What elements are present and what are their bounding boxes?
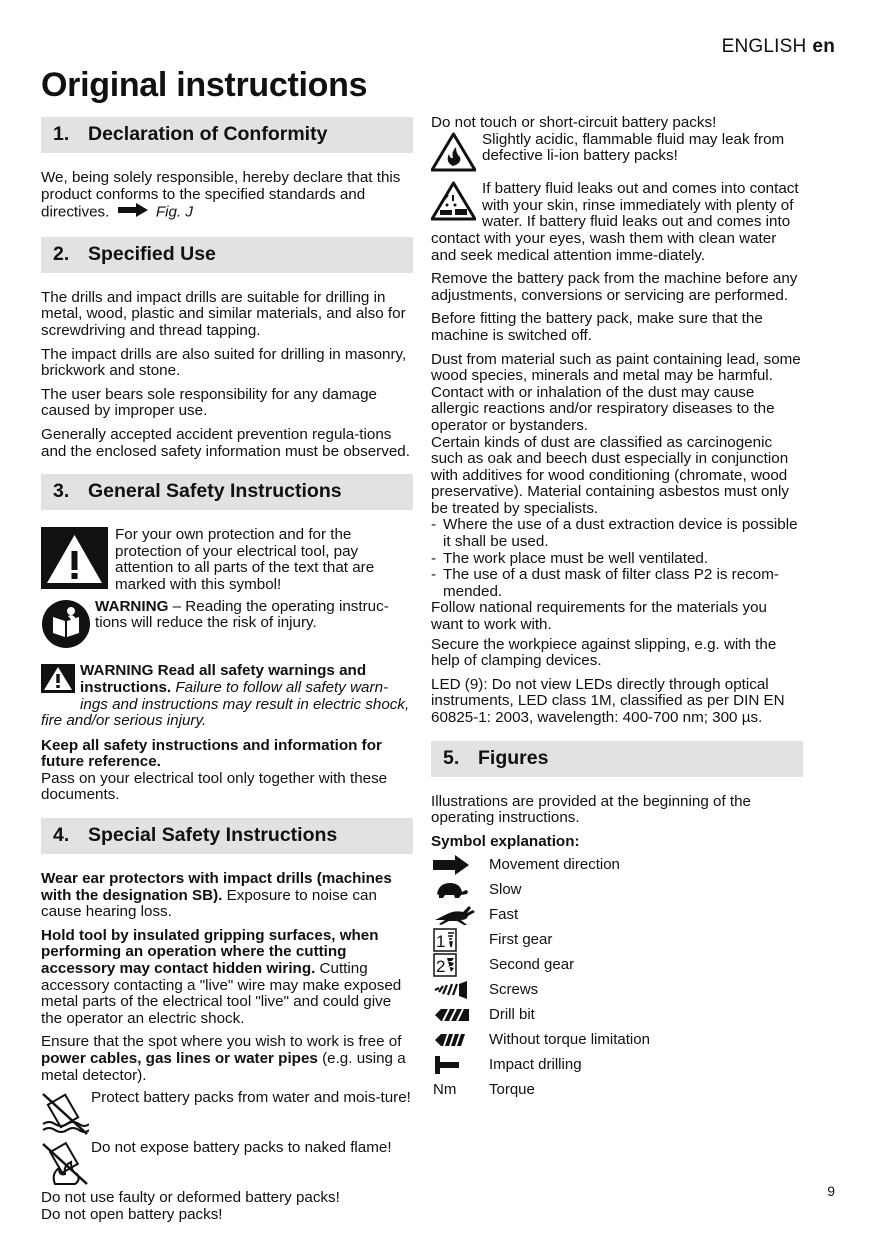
symbol-row [431, 877, 803, 902]
secure-workpiece: Secure the workpiece against slipping, e.g. with the help of clamping devices. [431, 635, 777, 670]
section-heading-specified-use [41, 237, 413, 273]
section-heading-special-safety [41, 818, 413, 854]
symbol-row [431, 977, 803, 1002]
second-gear-icon [431, 953, 489, 977]
use-paragraph: The impact drills are also suited for drilling in masonry, brickwork and stone. [41, 345, 407, 380]
warning-reading-body: – Reading the operating instruc-tions will reduce the risk of injury. [95, 597, 389, 632]
dust-carcinogenic: Certain kinds of dust are classified as carcinogenic such as oak and beech dust especially in conjunction with additives for wood conditioning (chromate, wood preservative). Material containing asbestos must only be treated by specialists. [431, 433, 789, 517]
symbol-explanation-heading: Symbol explanation: [431, 832, 580, 850]
symbol-list [431, 852, 803, 1102]
language-code: en [812, 36, 835, 57]
symbol-label: Drill bit [489, 1005, 535, 1023]
corrosive-icon [431, 181, 476, 226]
ensure-bold: power cables, gas lines or water pipes [41, 1050, 318, 1067]
section-number: 5. [443, 746, 460, 769]
no-flame-icon [41, 1140, 89, 1191]
first-gear-icon [431, 928, 489, 952]
left-column [41, 117, 413, 1223]
symbol-row [431, 1027, 803, 1052]
fluid-leak-skin: If battery fluid leaks out and comes into contact with your skin, rinse immediately with plenty of water. [482, 180, 799, 231]
symbol-row [431, 952, 803, 977]
no-flame-text: Do not expose battery packs to naked flame! [91, 1139, 392, 1157]
language-name: ENGLISH [721, 36, 807, 57]
fluid-leak [431, 181, 803, 264]
warning-triangle-icon [41, 527, 108, 594]
no-faulty: Do not use faulty or deformed battery packs! [41, 1189, 340, 1207]
dust-harmful: Dust from material such as paint containing lead, some wood species, minerals and metal may be harmful. Contact with or inhalation of the dust may cause allergic reactions and/or respiratory diseases to the operator or bystanders. [431, 350, 801, 434]
symbol-row [431, 902, 803, 927]
tortoise-icon [431, 880, 489, 900]
arrow-right-icon [118, 203, 148, 222]
section-number: 3. [53, 480, 70, 503]
section-heading-figures [431, 741, 803, 777]
symbol-label: Movement direction [489, 855, 620, 873]
figures-intro: Illustrations are provided at the beginning of the operating instructions. [431, 792, 751, 827]
impact-drilling-icon [431, 1054, 489, 1076]
svg-text:2: 2 [436, 956, 446, 976]
ensure-spot [41, 1034, 413, 1084]
symbol-label: Impact drilling [489, 1055, 582, 1073]
warning-read-all [41, 663, 413, 729]
dust-list [431, 517, 803, 600]
page-title: Original instructions [41, 66, 368, 104]
section-title: Declaration of Conformity [88, 123, 328, 145]
warning-reading-text [95, 599, 413, 632]
read-manual-icon [41, 599, 91, 654]
section-title: General Safety Instructions [88, 480, 342, 503]
section-number: 1. [53, 123, 70, 145]
symbol-label: Second gear [489, 955, 575, 973]
symbol-label: First gear [489, 930, 553, 948]
symbol-row [431, 852, 803, 877]
symbol-label: Screws [489, 980, 539, 998]
warning-label: WARNING [95, 597, 169, 615]
use-paragraph: The drills and impact drills are suitable for drilling in metal, wood, plastic and similar materials, and also for screwdriving and thread tapping. [41, 288, 406, 339]
list-item: - The use of a dust mask of filter class P2 is recom-mended. [431, 567, 803, 600]
keep-bold: Keep all safety instructions and information for future reference. [41, 736, 382, 771]
protect-water [41, 1090, 413, 1140]
protect-water-text: Protect battery packs from water and mois-ture! [91, 1089, 411, 1107]
symbol-label: Fast [489, 905, 519, 923]
hold-bold: Hold tool by insulated gripping surfaces, when performing an operation where the cutting accessory may contact hidden wiring. [41, 926, 379, 978]
symbol-row [431, 1052, 803, 1077]
symbol-row [431, 1077, 803, 1102]
hold-text: Cutting accessory contacting a "live" wire may make exposed metal parts of the electrical tool "live" and could give the operator an electric shock. [41, 960, 402, 1027]
nm-abbreviation: Nm [433, 1080, 457, 1098]
drill-bit-icon [431, 1007, 489, 1023]
symbol-note [41, 527, 413, 594]
acidic-fluid [431, 132, 803, 177]
symbol-row [431, 927, 803, 952]
before-fitting: Before fitting the battery pack, make sure that the machine is switched off. [431, 310, 763, 344]
small-warning-icon [41, 664, 75, 698]
warning-read-bold: WARNING Read all safety warnings and instructions. [80, 662, 367, 696]
hare-icon [431, 904, 489, 926]
pass-on-text: Pass on your electrical tool only together with these documents. [41, 769, 388, 804]
section-heading-conformity [41, 117, 413, 153]
ear-text: Exposure to noise can cause hearing loss. [41, 886, 377, 921]
acidic-fluid-text: Slightly acidic, flammable fluid may leak from defective li-ion battery packs! [482, 130, 785, 165]
section-title: Figures [478, 746, 549, 769]
use-paragraph: The user bears sole responsibility for any damage caused by improper use. [41, 385, 377, 420]
no-short-circuit: Do not touch or short-circuit battery packs! [431, 114, 717, 131]
no-water-icon [41, 1090, 89, 1141]
arrow-right-icon [431, 855, 489, 875]
section-title: Special Safety Instructions [88, 824, 338, 847]
fluid-leak-eyes: If battery fluid leaks out and comes into contact with your eyes, wash them with clean water and seek medical attention imme-diately. [431, 213, 791, 264]
warning-read-italic: Failure to follow all safety warn-ings and instructions may result in electric shock, fire and/or serious injury. [41, 678, 410, 730]
conformity-statement: We, being solely responsible, hereby declare that this product conforms to the specified standards and directives. [41, 169, 401, 221]
section-title: Specified Use [88, 242, 216, 265]
ear-protectors [41, 871, 413, 921]
section-number: 2. [53, 242, 70, 265]
no-flame [41, 1140, 413, 1190]
follow-national: Follow national requirements for the materials you want to work with. [431, 599, 767, 634]
symbol-label: Torque [489, 1080, 535, 1098]
led-note: LED (9): Do not view LEDs directly through optical instruments, LED class 1M, classified as per DIN EN 60825-1: 2003, wavelength: 400-700 nm; 300 µs. [431, 675, 785, 726]
right-column [431, 115, 803, 1102]
conformity-text [41, 170, 413, 222]
language-indicator [722, 36, 835, 58]
remove-battery: Remove the battery pack from the machine before any adjustments, conversions or servicing are performed. [431, 270, 798, 304]
ensure-post: (e.g. using a metal detector). [41, 1050, 406, 1084]
svg-text:1: 1 [436, 931, 446, 951]
page-number: 9 [827, 1183, 835, 1199]
section-number: 4. [53, 824, 70, 847]
warning-reading [41, 599, 413, 654]
flammable-icon [431, 132, 476, 177]
figure-reference: Fig. J [155, 203, 193, 221]
symbol-label: Slow [489, 880, 522, 898]
no-open: Do not open battery packs! [41, 1205, 223, 1223]
section-heading-general-safety [41, 474, 413, 510]
symbol-note-text: For your own protection and for the protection of your electrical tool, pay attention to all parts of the text that are marked with this symbol! [115, 526, 375, 593]
ear-bold: Wear ear protectors with impact drills (machines with the designation SB). [41, 870, 392, 904]
ensure-pre: Ensure that the spot where you wish to work is free of [41, 1033, 402, 1051]
use-paragraph: Generally accepted accident prevention regula-tions and the enclosed safety information must be observed. [41, 425, 410, 460]
no-torque-limit-icon [431, 1032, 489, 1048]
screws-icon [431, 980, 489, 1000]
symbol-label: Without torque limitation [489, 1030, 650, 1048]
list-item: - Where the use of a dust extraction device is possible it shall be used. [431, 517, 803, 550]
symbol-row [431, 1002, 803, 1027]
list-item: - The work place must be well ventilated. [431, 551, 803, 568]
hold-tool [41, 928, 413, 1028]
keep-instructions [41, 738, 413, 771]
